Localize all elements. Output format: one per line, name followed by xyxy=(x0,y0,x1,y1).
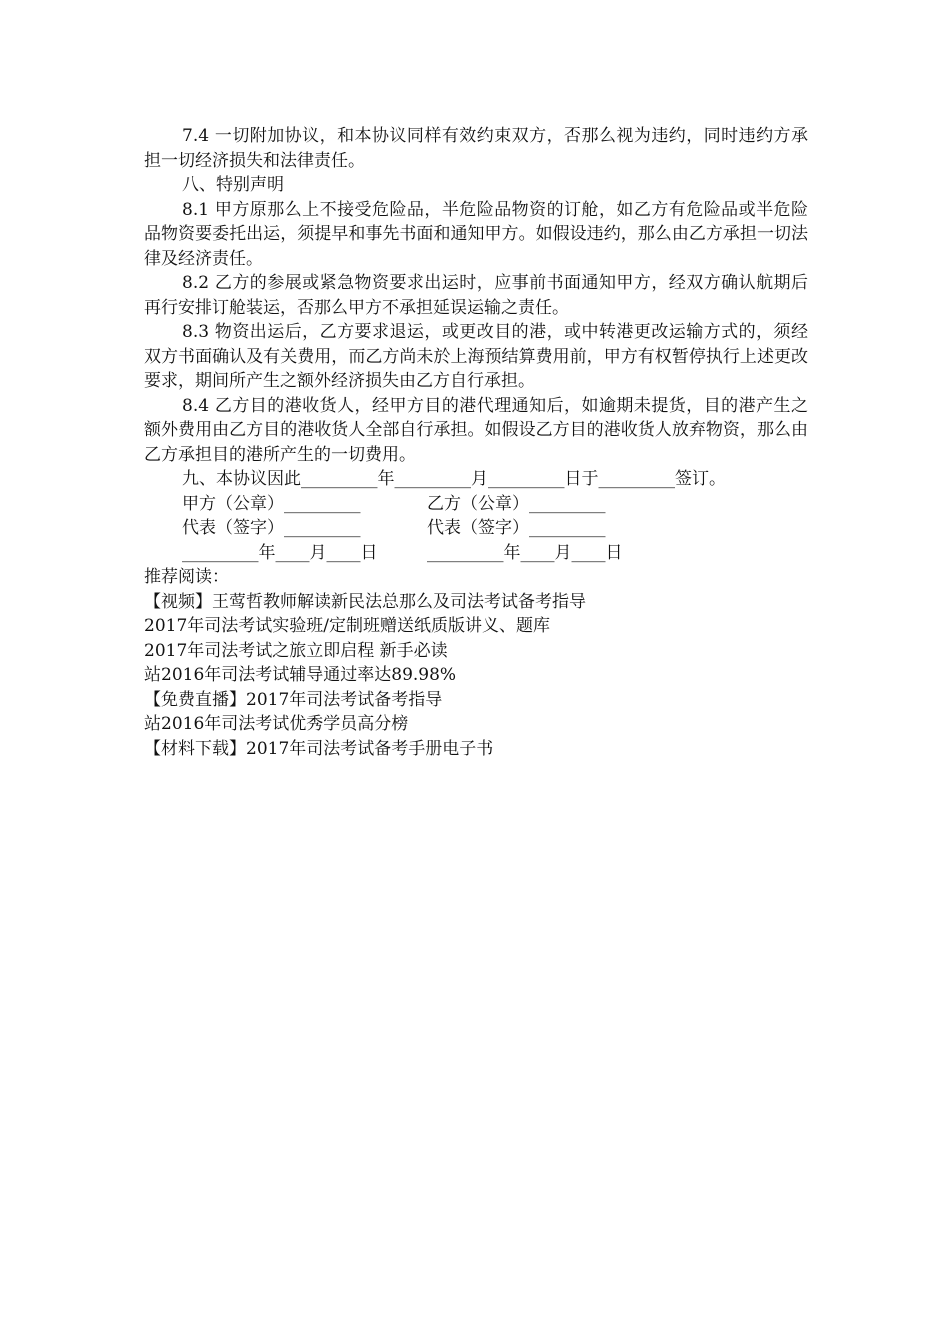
clause-8-2: 8.2 乙方的参展或紧急物资要求出运时，应事前书面通知甲方，经双方确认航期后再行安排订舱装运，否那么甲方不承担延误运输之责任。 xyxy=(144,273,808,318)
recommended-link[interactable]: 【免费直播】2017年司法考试备考指导 xyxy=(144,689,443,710)
date-a: _________年____月____日 xyxy=(182,542,378,563)
clause-8-3: 8.3 物资出运后，乙方要求退运，或更改目的港，或中转港更改运输方式的，须经双方书面确认及有关费用，而乙方尚未於上海预结算费用前，甲方有权暂停执行上述更改要求，期间所产生之额外经济损失由乙方自行承担。 xyxy=(144,322,808,391)
recommended-title: 推荐阅读： xyxy=(144,567,229,587)
recommended-link[interactable]: 2017年司法考试实验班/定制班赠送纸质版讲义、题库 xyxy=(144,616,550,636)
party-a-seal: 甲方（公章）_________ xyxy=(182,493,361,514)
date-b: _________年____月____日 xyxy=(427,542,623,563)
section-9-signing: 九、本协议因此_________年_________月_________日于_________签订。 xyxy=(182,469,726,489)
recommended-link[interactable]: 2017年司法考试之旅立即启程 新手必读 xyxy=(144,640,448,661)
date-row xyxy=(144,541,808,566)
party-b-seal: 乙方（公章）_________ xyxy=(427,493,606,514)
document-page xyxy=(144,124,808,761)
rep-b-signature: 代表（签字）_________ xyxy=(427,518,606,538)
signature-row xyxy=(144,516,808,541)
clause-7-4: 7.4 一切附加协议，和本协议同样有效约束双方，否那么视为违约，同时违约方承担一切经济损失和法律责任。 xyxy=(144,126,808,171)
recommended-list xyxy=(144,590,808,762)
recommended-link[interactable]: 站2016年司法考试优秀学员高分榜 xyxy=(144,714,409,734)
seal-row xyxy=(144,492,808,517)
recommended-link[interactable]: 站2016年司法考试辅导通过率达89.98% xyxy=(144,665,457,685)
recommended-link[interactable]: 【材料下载】2017年司法考试备考手册电子书 xyxy=(144,738,494,759)
section-8-heading: 八、特别声明 xyxy=(182,175,284,195)
clause-8-1: 8.1 甲方原那么上不接受危险品，半危险品物资的订舱，如乙方有危险品或半危险品物资要委托出运，须提早和事先书面和通知甲方。如假设违约，那么由乙方承担一切法律及经济责任。 xyxy=(144,199,808,269)
recommended-link[interactable]: 【视频】王莺哲教师解读新民法总那么及司法考试备考指导 xyxy=(144,591,586,612)
rep-a-signature: 代表（签字）_________ xyxy=(182,518,361,538)
clause-8-4: 8.4 乙方目的港收货人，经甲方目的港代理通知后，如逾期未提货，目的港产生之额外费用由乙方目的港收货人全部自行承担。如假设乙方目的港收货人放弃物资，那么由乙方承担目的港所产生的一切费用。 xyxy=(144,395,808,465)
